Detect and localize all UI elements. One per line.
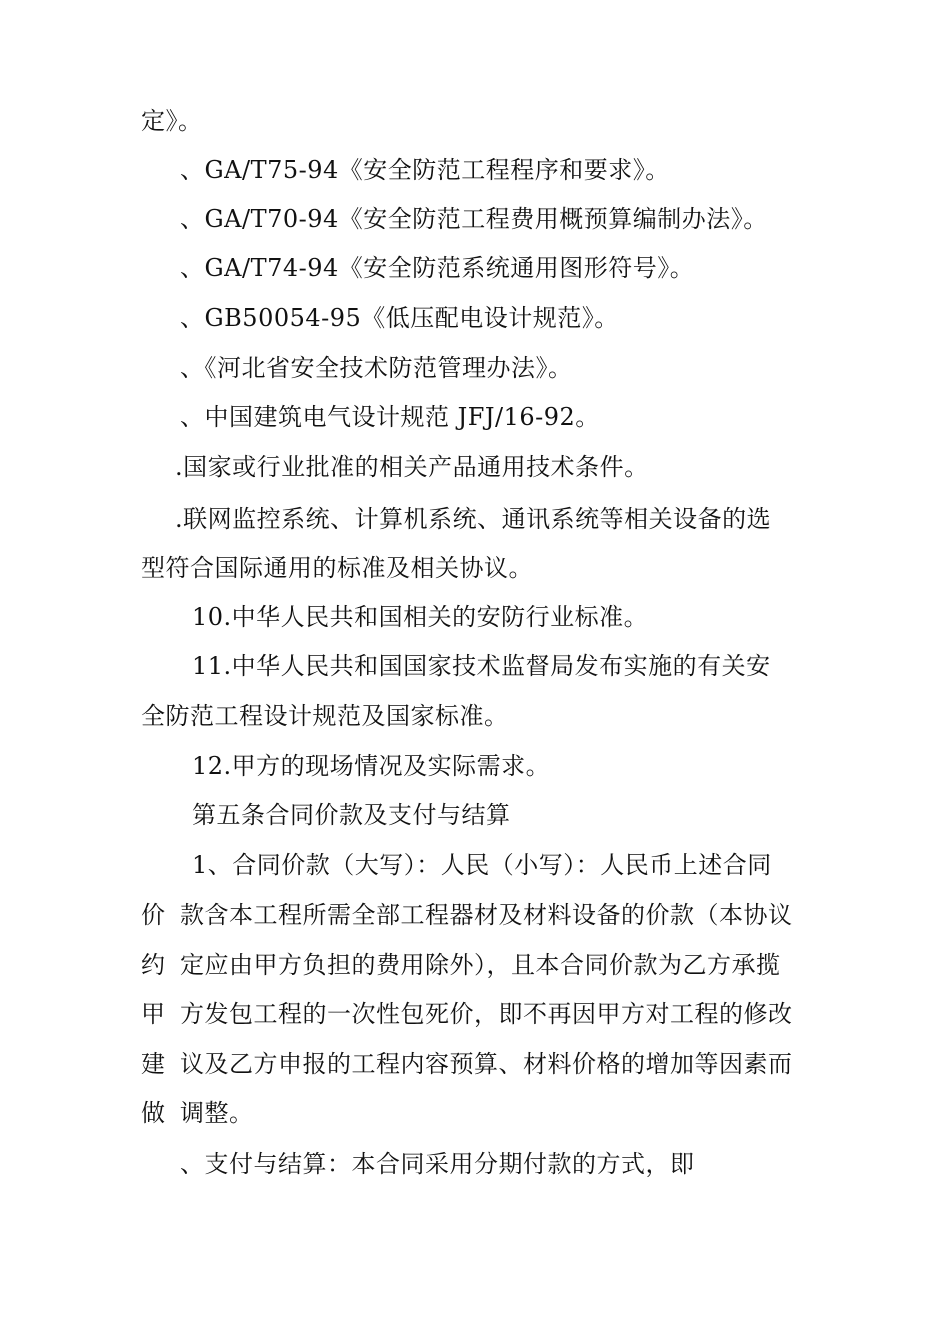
text-line: 、支付与结算：本合同采用分期付款的方式，即: [180, 1150, 695, 1178]
split-right-line: 议及乙方申报的工程内容预算、材料价格的增加等因素而: [180, 1050, 793, 1078]
text-line: 、GA/T74-94《安全防范系统通用图形符号》。: [180, 254, 695, 282]
split-left-char: 约: [141, 951, 165, 979]
text-line: 、GA/T70-94《安全防范工程费用概预算编制办法》。: [180, 205, 768, 233]
text-line: 1、合同价款（大写）：人民（小写）：人民币上述合同: [192, 851, 772, 879]
text-line: 11.中华人民共和国国家技术监督局发布实施的有关安: [192, 652, 771, 680]
split-left-char: 价: [141, 901, 165, 929]
text-line: 型符合国际通用的标准及相关协议。: [141, 554, 533, 582]
split-right-line: 方发包工程的一次性包死价，即不再因甲方对工程的修改: [180, 1000, 793, 1028]
text-line: 、GA/T75-94《安全防范工程程序和要求》。: [180, 156, 670, 184]
text-line: 、中国建筑电气设计规范 JFJ/16-92。: [180, 403, 600, 431]
text-line: .国家或行业批准的相关产品通用技术条件。: [175, 453, 649, 481]
section-heading: 第五条合同价款及支付与结算: [192, 801, 511, 829]
text-line: 12.甲方的现场情况及实际需求。: [192, 752, 551, 780]
text-line: 10.中华人民共和国相关的安防行业标准。: [192, 603, 649, 631]
text-line: .联网监控系统、计算机系统、通讯系统等相关设备的选: [175, 505, 772, 533]
split-left-char: 甲: [141, 1000, 165, 1028]
text-line: 、GB50054-95《低压配电设计规范》。: [180, 304, 619, 332]
split-left-char: 建: [141, 1050, 165, 1078]
split-right-line: 款含本工程所需全部工程器材及材料设备的价款（本协议: [180, 901, 793, 929]
split-right-line: 定应由甲方负担的费用除外），且本合同价款为乙方承揽: [180, 951, 781, 979]
text-line: 全防范工程设计规范及国家标准。: [141, 702, 509, 730]
split-right-line: 调整。: [180, 1099, 254, 1127]
split-left-char: 做: [141, 1099, 165, 1127]
text-line: 定》。: [141, 107, 203, 135]
text-line: 、《河北省安全技术防范管理办法》。: [180, 354, 573, 382]
